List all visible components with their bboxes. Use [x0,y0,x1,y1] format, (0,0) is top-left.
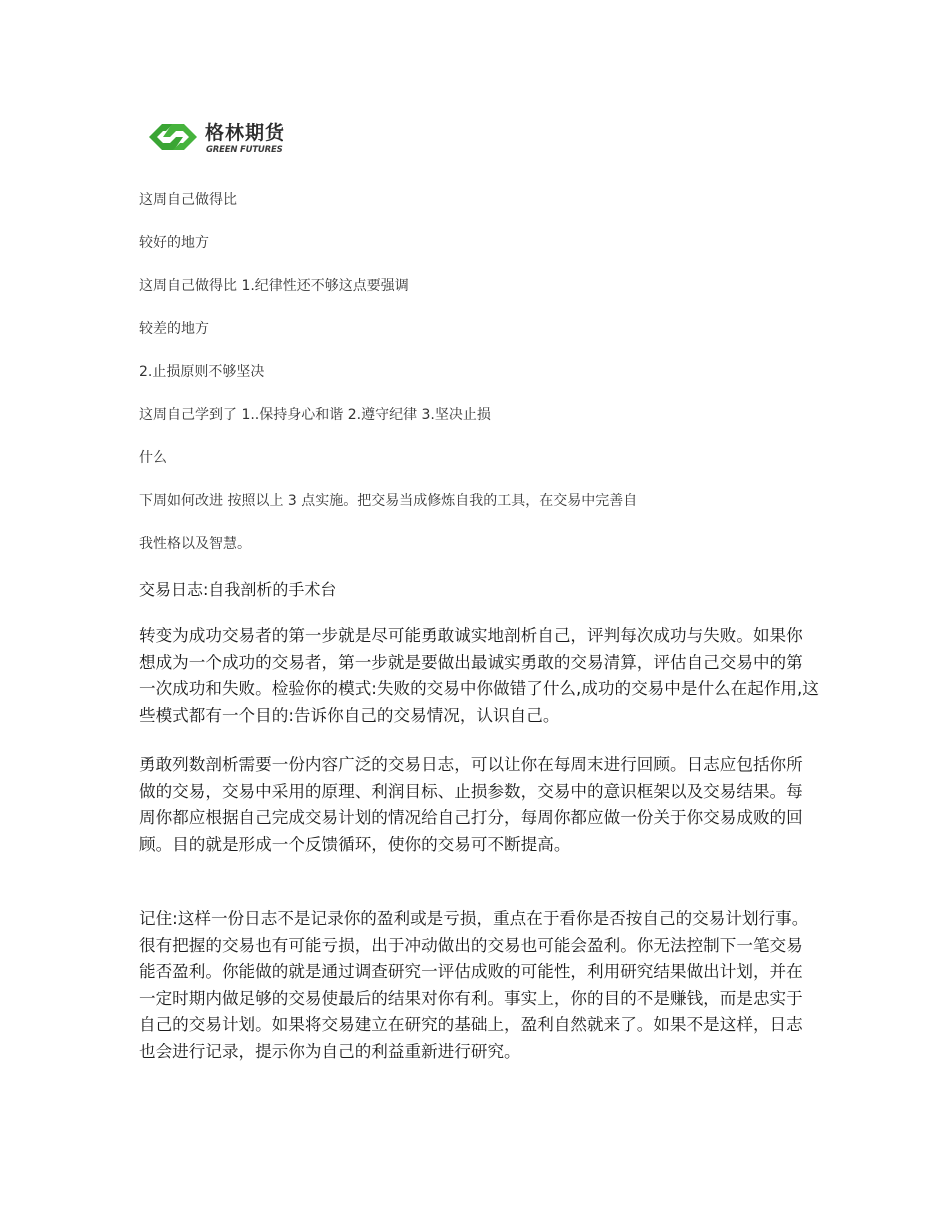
review-line: 什么 [139,450,167,466]
review-line: 这周自己做得比 [139,192,237,208]
review-line: 这周自己学到了 1..保持身心和谐 2.遵守纪律 3.坚决止损 [139,407,491,423]
review-line: 下周如何改进 按照以上 3 点实施。把交易当成修炼自我的工具，在交易中完善自 [139,493,638,509]
review-line: 较差的地方 [139,321,209,337]
logo-company-name: 格林期货 [205,122,286,144]
review-line: 我性格以及智慧。 [139,536,251,552]
article-heading: 交易日志:自我剖析的手术台 [139,580,337,599]
review-line: 较好的地方 [139,235,209,251]
article-paragraph: 转变为成功交易者的第一步就是尽可能勇敢诚实地剖析自己，评判每次成功与失败。如果你想成为一个成功的交易者，第一步就是要做出最诚实勇敢的交易清算，评估自己交易中的第一次成功和失败。检验你的模式:失败的交易中你做错了什么,成功的交易中是什么在起作用,这些模式都有一个目的:告诉你自己的交易情况，认识自己。 [139,626,819,725]
article-paragraph: 勇敢列数剖析需要一份内容广泛的交易日志，可以让你在每周末进行回顾。日志应包括你所做的交易，交易中采用的原理、利润目标、止损参数，交易中的意识框架以及交易结果。每周你都应根据自己完成交易计划的情况给自己打分，每周你都应做一份关于你交易成败的回顾。目的就是形成一个反馈循环，使你的交易可不断提高。 [139,755,803,854]
logo-company-name-en: GREEN FUTURES [206,145,283,155]
review-line: 2.止损原则不够坚决 [139,364,265,380]
article-paragraph: 记住:这样一份日志不是记录你的盈利或是亏损，重点在于看你是否按自己的交易计划行事。很有把握的交易也有可能亏损，出于冲动做出的交易也可能会盈利。你无法控制下一笔交易能否盈利。你能做的就是通过调查研究一评估成败的可能性，利用研究结果做出计划，并在一定时期内做足够的交易使最后的结果对你有利。事实上，你的目的不是赚钱，而是忠实于自己的交易计划。如果将交易建立在研究的基础上，盈利自然就来了。如果不是这样，日志也会进行记录，提示你为自己的利益重新进行研究。 [139,909,809,1061]
company-logo [143,112,303,168]
review-line: 这周自己做得比 1.纪律性还不够这点要强调 [139,278,409,294]
logo-mark-icon [143,112,203,162]
